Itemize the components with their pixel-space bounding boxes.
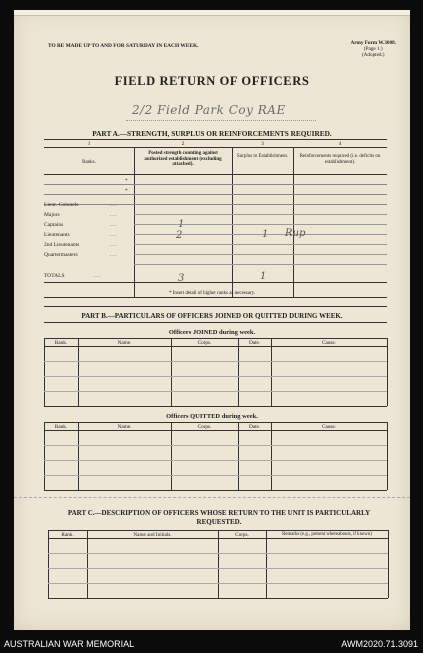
quitted-table-rule-bottom <box>44 490 387 491</box>
joined-table-rule-bottom <box>44 406 387 407</box>
part-c-col-name: Name and Initials. <box>133 532 172 538</box>
joined-col-divider <box>238 338 239 406</box>
quitted-table-edge <box>387 422 388 490</box>
quitted-col-name: Name. <box>117 424 132 430</box>
row-rule <box>44 204 387 205</box>
part-a-rule-colnums <box>44 147 387 148</box>
part-c-col-divider <box>87 530 88 598</box>
unit-name-line <box>126 120 316 121</box>
col-number-1: 1 <box>87 141 91 147</box>
part-c-row-rule <box>48 553 388 554</box>
quitted-table-edge <box>44 422 45 490</box>
part-a-rule-totals <box>44 282 387 283</box>
leader-dots: ... <box>110 212 118 218</box>
part-c-col-corps: Corps. <box>235 532 249 538</box>
surplus-header: Surplus to Establishment. <box>236 154 289 159</box>
quitted-row-rule <box>44 475 387 476</box>
rank-2nd-lieutenants: 2nd Lieutenants <box>44 242 80 248</box>
star-marker: * <box>125 178 128 184</box>
leader-dots: ... <box>110 202 118 208</box>
part-a-heading: PART A.—STRENGTH, SURPLUS OR REINFORCEMENTS REQUIRED. <box>92 129 332 138</box>
leader-dots: ... <box>110 222 118 228</box>
joined-col-cause: Cause. <box>322 340 336 346</box>
leader-dots: ... <box>94 273 102 279</box>
captains-posted-value: 1 <box>178 219 185 230</box>
part-c-col-remarks: Remarks (e.g., present whereabouts, if known) <box>282 532 372 537</box>
ranks-header: Ranks. <box>82 160 96 165</box>
part-c-row-rule <box>48 583 388 584</box>
part-a-col-divider-3 <box>293 147 294 297</box>
col-number-2: 2 <box>181 141 185 147</box>
total-surplus-value: 1 <box>260 271 267 282</box>
row-rule <box>44 194 387 195</box>
joined-row-rule <box>44 376 387 377</box>
joined-table-rule-header <box>44 346 387 347</box>
part-a-rule-top <box>44 139 387 140</box>
joined-col-corps: Corps. <box>197 340 212 346</box>
form-number: Army Form W.3008. <box>350 40 396 46</box>
reinforcements-header: Reinforcements required (i.e. deficits on establishment). <box>299 154 381 165</box>
quitted-row-rule <box>44 460 387 461</box>
unit-name-handwritten: 2/2 Field Park Coy RAE <box>132 103 286 117</box>
page-title: FIELD RETURN OF OFFICERS <box>114 74 310 88</box>
quitted-table-rule-header <box>44 430 387 431</box>
part-c-edge <box>388 530 389 598</box>
rank-quartermasters: Quartermasters <box>44 252 78 258</box>
posted-header: Posted strength counting against authorized establishment (excluding attached). <box>144 151 222 168</box>
rank-lieut-colonels: Lieut.-Colonels <box>44 202 79 208</box>
col-number-4: 4 <box>338 141 342 147</box>
quitted-col-divider <box>78 422 79 490</box>
star-marker: * <box>125 188 128 194</box>
joined-col-divider <box>78 338 79 406</box>
quitted-col-rank: Rank. <box>54 424 68 430</box>
leader-dots: ... <box>110 242 118 248</box>
row-rule <box>134 244 387 245</box>
rank-captains: Captains <box>44 222 64 228</box>
rank-lieutenants: Lieutenants <box>44 232 70 238</box>
part-a-footnote: * Insert detail of higher ranks as necessary. <box>168 291 256 296</box>
joined-table-edge <box>44 338 45 406</box>
quitted-col-divider <box>271 422 272 490</box>
col-number-3: 3 <box>261 141 264 147</box>
joined-col-divider <box>171 338 172 406</box>
row-rule <box>134 264 387 265</box>
part-c-col-divider <box>218 530 219 598</box>
quitted-table-rule-top <box>44 422 387 423</box>
lieutenants-surplus-value: 1 <box>262 229 269 240</box>
part-a-col-divider-2 <box>232 147 233 297</box>
row-rule <box>134 234 387 235</box>
joined-table-rule-top <box>44 338 387 339</box>
part-c-row-rule <box>48 568 388 569</box>
footer-credit: AUSTRALIAN WAR MEMORIAL <box>4 639 135 649</box>
part-b-rule-top <box>44 306 387 307</box>
joined-table-edge <box>387 338 388 406</box>
part-a-rule-bottom <box>44 297 387 298</box>
part-a-col-divider-1 <box>134 147 135 297</box>
lieutenants-reinforcement-note: Rup <box>285 228 306 239</box>
part-c-col-rank: Rank. <box>61 532 74 538</box>
part-c-edge <box>48 530 49 598</box>
total-posted-value: 3 <box>178 273 185 284</box>
part-a-rule-headers <box>44 174 387 175</box>
quitted-col-divider <box>238 422 239 490</box>
joined-table-title: Officers JOINED during week. <box>168 329 256 336</box>
part-c-heading: PART C.—DESCRIPTION OF OFFICERS WHOSE RETURN TO THE UNIT IS PARTICULARLY REQUESTED. <box>67 509 371 526</box>
joined-row-rule <box>44 361 387 362</box>
joined-col-divider <box>271 338 272 406</box>
footer-accession-number: AWM2020.71.3091 <box>341 639 418 649</box>
part-c-rule-bottom <box>48 598 388 599</box>
quitted-col-date: Date. <box>248 424 261 430</box>
joined-col-rank: Rank. <box>54 340 68 346</box>
joined-row-rule <box>44 391 387 392</box>
part-b-heading: PART B.—PARTICULARS OF OFFICERS JOINED OR QUITTED DURING WEEK. <box>81 312 343 320</box>
part-b-rule <box>44 322 387 323</box>
lieutenants-posted-value: 2 <box>176 230 183 241</box>
joined-col-name: Name. <box>117 340 132 346</box>
row-rule <box>134 214 387 215</box>
leader-dots: ... <box>110 232 118 238</box>
instruction-text: TO BE MADE UP TO AND FOR SATURDAY IN EACH WEEK. <box>48 43 199 49</box>
part-c-col-divider <box>266 530 267 598</box>
form-status: (Adopted.) <box>361 52 385 58</box>
form-number-block <box>350 40 396 58</box>
paper-top-edge <box>14 10 410 16</box>
leader-dots: ... <box>110 252 118 258</box>
quitted-col-cause: Cause. <box>322 424 336 430</box>
rank-majors: Majors <box>44 212 60 218</box>
joined-col-date: Date. <box>248 340 261 346</box>
row-rule <box>134 224 387 225</box>
row-rule <box>44 184 387 185</box>
quitted-col-corps: Corps. <box>197 424 212 430</box>
totals-label: TOTALS <box>44 273 65 279</box>
form-page <box>14 10 410 630</box>
form-page-number: (Page 1.) <box>363 46 383 52</box>
quitted-row-rule <box>44 445 387 446</box>
quitted-table-title: Officers QUITTED during week. <box>166 413 258 420</box>
fold-line <box>14 497 410 498</box>
row-rule <box>134 254 387 255</box>
quitted-col-divider <box>171 422 172 490</box>
